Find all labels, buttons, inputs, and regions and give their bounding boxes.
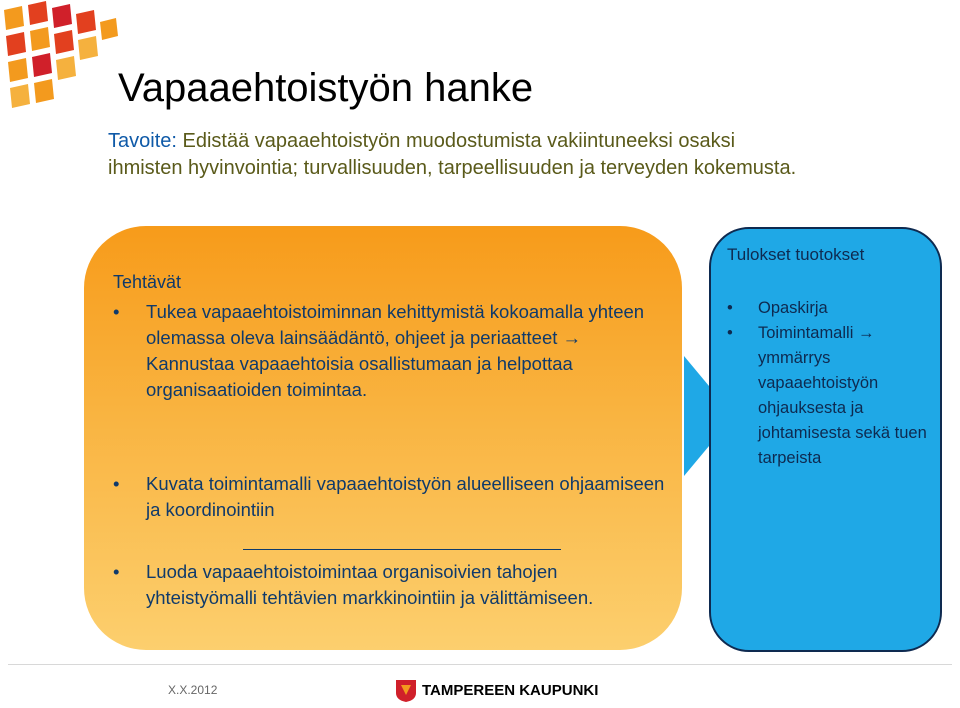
organization-name: TAMPEREEN KAUPUNKI — [422, 682, 599, 699]
goal-paragraph — [108, 128, 808, 182]
tasks-heading: Tehtävät — [113, 272, 182, 292]
bullet-icon: • — [113, 473, 120, 494]
bullet-icon: • — [113, 561, 120, 582]
city-crest-icon — [395, 679, 417, 703]
result-text: Opaskirja — [758, 299, 828, 317]
task-text: Tukea vapaaehtoistoiminnan kehittymistä kokoamalla yhteen olemassa oleva lainsäädäntö, ohjeet ja periaatteet → Kannustaa vapaaehtoisia osallistumaan ja helpottaa organisaatioiden toimintaa. — [146, 301, 645, 400]
divider-line — [243, 549, 561, 550]
page-title: Vapaaehtoistyön hanke — [118, 66, 534, 110]
bullet-icon: • — [727, 324, 733, 342]
task-text: Kuvata toimintamalli vapaaehtoistyön alueelliseen ohjaamiseen ja koordinointiin — [146, 473, 665, 520]
result-text: Toimintamalli → ymmärrys vapaaehtoistyön ohjauksesta ja johtamisesta sekä tuen tarpeista — [758, 324, 927, 467]
goal-label: Tavoite: — [108, 130, 177, 152]
goal-text: Edistää vapaaehtoistyön muodostumista vakiintuneeksi osaksi ihmisten hyvinvointia; turvallisuuden, tarpeellisuuden ja terveyden kokemusta. — [108, 130, 797, 179]
bullet-icon: • — [727, 299, 733, 317]
results-heading: Tulokset tuotokset — [727, 245, 865, 264]
bullet-icon: • — [113, 301, 120, 322]
footer-date: X.X.2012 — [168, 683, 218, 697]
task-text: Luoda vapaaehtoistoimintaa organisoivien tahojen yhteistyömalli tehtävien markkinointiin ja välittämiseen. — [146, 561, 594, 608]
footer-divider — [8, 664, 952, 665]
